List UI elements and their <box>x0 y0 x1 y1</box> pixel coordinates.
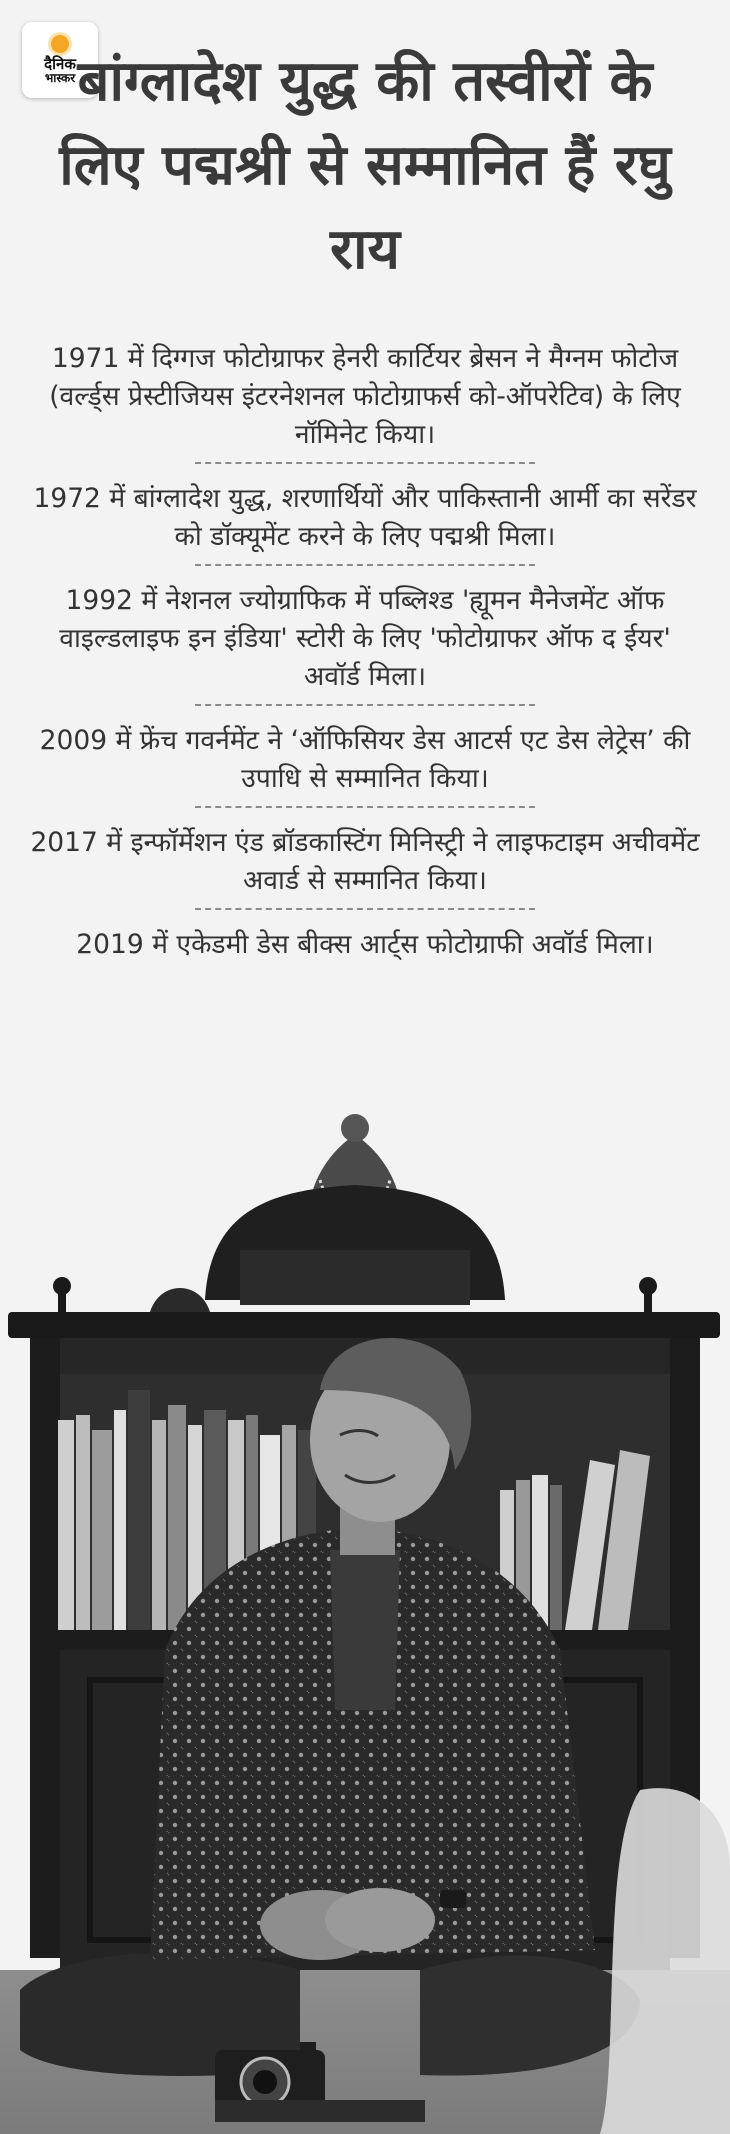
fact-1992: 1992 में नेशनल ज्योग्राफिक में पब्लिश्ड 'ह्यूमन मैनेजमेंट ऑफ वाइल्डलाइफ इन इंडिया' स्टोरी के लिए 'फोटोग्राफर ऑफ द ईयर' अवॉर्ड मिला। <box>59 585 671 692</box>
dashed-divider <box>195 806 535 808</box>
logo-line-2: भास्कर <box>44 71 76 85</box>
portrait-photo <box>0 1090 730 2134</box>
fact-2019: 2019 में एकेडमी डेस बीक्स आर्ट्स फोटोग्राफी अवॉर्ड मिला। <box>76 929 654 960</box>
notebook <box>215 2100 425 2122</box>
fact-2017: 2017 में इन्फॉर्मेशन एंड ब्रॉडकास्टिंग मिनिस्ट्री ने लाइफटाइम अचीवमेंट अवार्ड से सम्मानित किया। <box>30 827 700 896</box>
facts-list <box>30 340 700 964</box>
fact-1971: 1971 में दिग्गज फोटोग्राफर हेनरी कार्टियर ब्रेसन ने मैग्नम फोटोज (वर्ल्ड्स प्रेस्टीजियस इंटरनेशनल फोटोग्राफर्स को-ऑपरेटिव) के लिए नॉमिनेट किया। <box>49 343 681 450</box>
dashed-divider <box>195 564 535 566</box>
dashed-divider <box>195 462 535 464</box>
dashed-divider <box>195 908 535 910</box>
headline: बांग्लादेश युद्ध की तस्वीरों के लिए पद्मश्री से सम्मानित हैं रघु राय <box>59 49 671 282</box>
fact-2009: 2009 में फ्रेंच गवर्नमेंट ने ‘ऑफिसियर डेस आटर्स एट डेस लेट्रेस’ की उपाधि से सम्मानित किया। <box>39 725 691 794</box>
fact-1972: 1972 में बांग्लादेश युद्ध, शरणार्थियों और पाकिस्तानी आर्मी का सरेंडर को डॉक्यूमेंट करने के लिए पद्मश्री मिला। <box>33 483 697 552</box>
logo-line-1: दैनिक <box>44 55 76 73</box>
dashed-divider <box>195 704 535 706</box>
